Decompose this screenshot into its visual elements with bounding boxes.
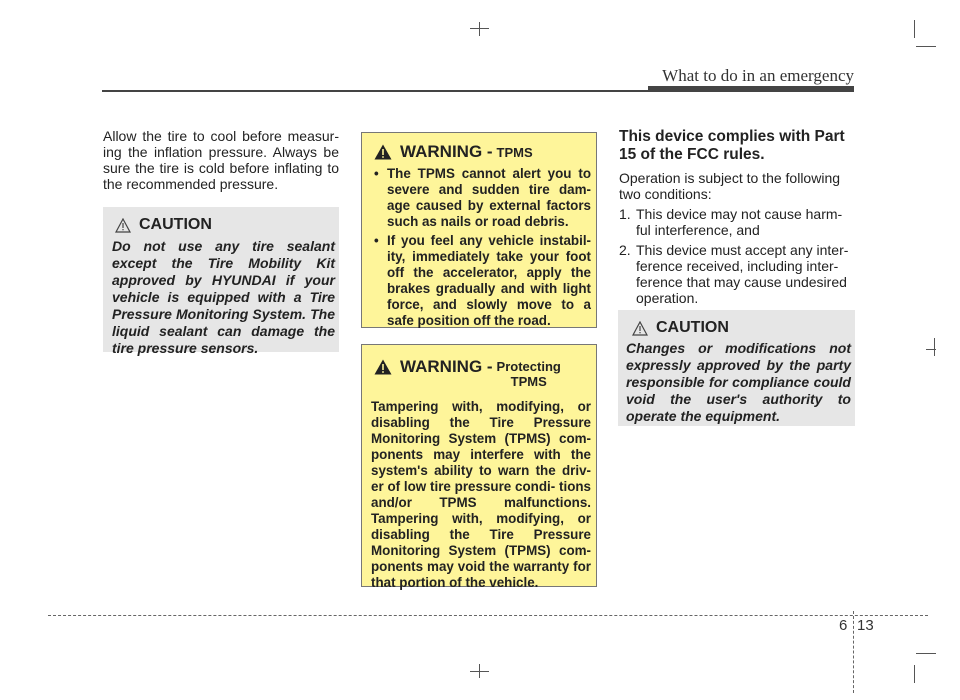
footer-rule — [48, 615, 928, 616]
header-rule-accent — [648, 86, 854, 92]
crop-mark-bottom-right-v — [914, 665, 915, 683]
tire-sealant-caution-box — [103, 207, 339, 356]
crop-mark-bottom-center-bar — [470, 671, 489, 672]
crop-mark-top-right-v — [914, 20, 915, 38]
caution-text: Do not use any tire sealant except the Tire Mobility Kit approved by HYUNDAI if your vehicle is equipped with a Tire Pressure Monitoring System. The liquid sealant can damage the tire pressure sensors. — [112, 238, 335, 356]
condition-text: This device may not cause harm- ful interference, and — [636, 206, 843, 238]
warning-header — [374, 357, 561, 389]
tpms-warning-box — [361, 132, 597, 328]
warning-triangle-icon — [374, 144, 392, 160]
warning-subtitle-group — [497, 357, 561, 389]
warning-subtitle: Protecting — [496, 359, 561, 374]
caution-header — [632, 319, 729, 337]
warning-title: WARNING - — [400, 142, 493, 161]
crop-mark-bottom-right-h — [916, 653, 936, 654]
list-item — [619, 242, 855, 306]
caution-title: CAUTION — [656, 319, 729, 336]
caution-triangle-icon — [632, 321, 648, 336]
warning-subtitle: TPMS — [510, 374, 547, 389]
condition-number: 1. — [619, 206, 631, 222]
caution-title: CAUTION — [139, 216, 212, 233]
condition-text: This device must accept any inter- ference received, including inter- ference that may cause undesired operation. — [636, 242, 849, 306]
page-number-divider — [853, 611, 854, 693]
caution-text: Changes or modifications not expressly approved by the party responsible for compliance could void the user's authority to operate the equipment. — [626, 340, 851, 424]
warning-title: WARNING - — [400, 357, 493, 376]
caution-triangle-icon — [115, 218, 131, 233]
crop-mark-top-right-h — [916, 46, 936, 47]
crop-mark-top-center — [479, 22, 480, 36]
crop-mark-right-middle-h — [926, 349, 936, 350]
protecting-tpms-warning-box — [361, 344, 597, 590]
list-item — [619, 206, 855, 238]
page-number: 13 — [857, 617, 874, 634]
tpms-warning-list — [371, 166, 591, 332]
fcc-intro: Operation is subject to the following two conditions: — [619, 170, 841, 202]
crop-mark-right-middle-v — [934, 338, 935, 356]
warning-triangle-icon — [374, 359, 392, 375]
warning-header — [374, 142, 533, 162]
protecting-warning-text: Tampering with, modifying, or disabling the Tire Pressure Monitoring System (TPMS) com- ponents may interfere with the system's ability to warn the driv- er of low tire pressure condi- tions and/or TPMS malfunctions. Tampering with, modifying, or disabling the Tire Pressure Monitoring System (TPMS) com- ponents may void the warranty for that portion of the vehicle. — [371, 399, 591, 590]
condition-number: 2. — [619, 242, 631, 258]
list-item: • The TPMS cannot alert you to severe and sudden tire dam- age caused by external factors such as nails or road debris. — [371, 166, 591, 230]
fcc-caution-box — [618, 310, 855, 426]
fcc-conditions-list — [619, 202, 855, 306]
fcc-heading: This device complies with Part 15 of the FCC rules. — [619, 128, 845, 163]
caution-header — [115, 216, 212, 234]
intro-paragraph: Allow the tire to cool before measur- ing the inflation pressure. Always be sure the tire is cold before inflating to the recommended pressure. — [103, 128, 339, 192]
section-title: What to do in an emergency — [662, 66, 854, 85]
crop-mark-top-center-bar — [470, 28, 489, 29]
warning-subtitle: TPMS — [496, 144, 533, 160]
chapter-number: 6 — [839, 617, 848, 634]
list-item: • If you feel any vehicle instabil- ity, immediately take your foot off the accelerator, apply the brakes gradually and with light force, and slowly move to a safe position off the road. — [371, 233, 591, 329]
